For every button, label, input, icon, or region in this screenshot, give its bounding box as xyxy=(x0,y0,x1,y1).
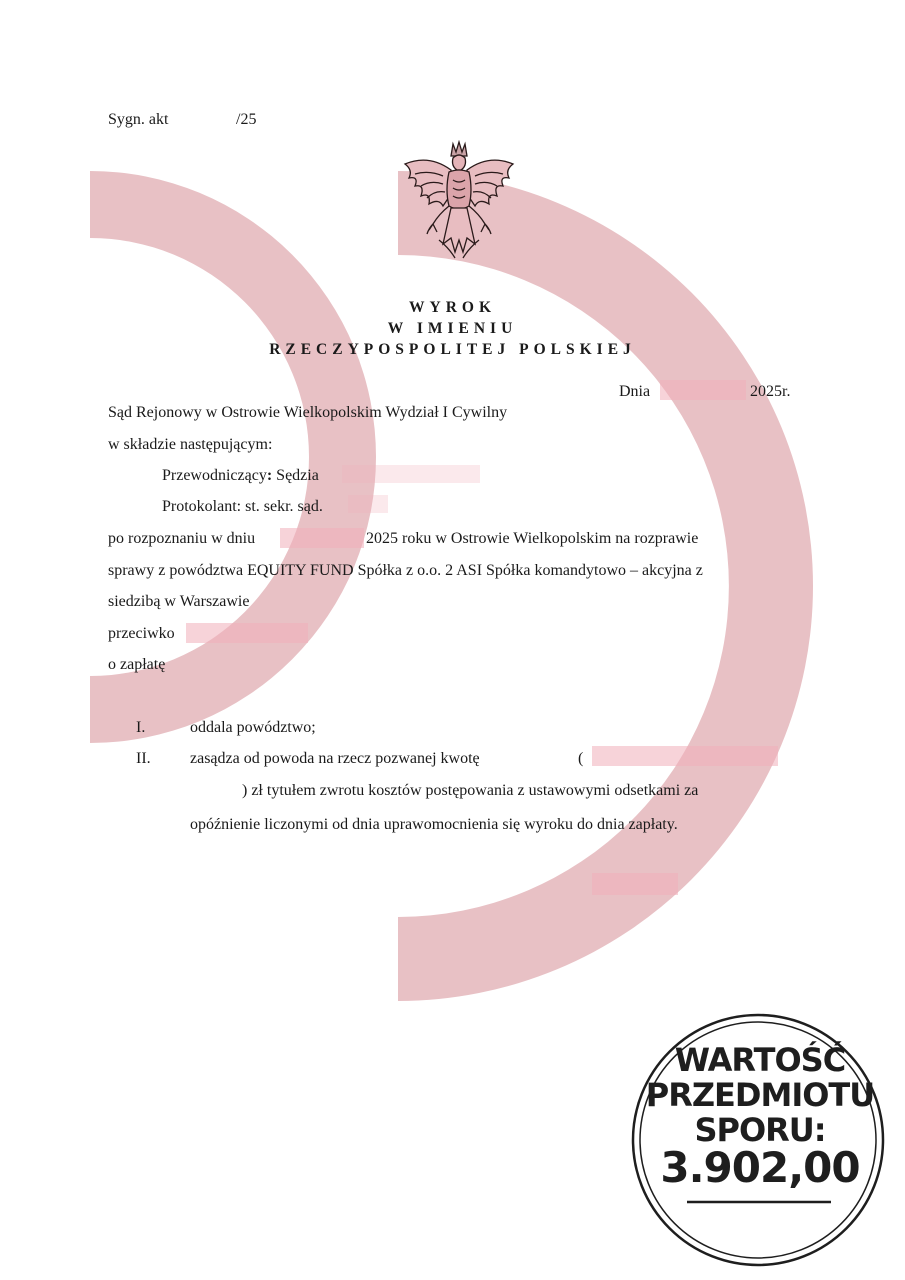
case-signature-suffix: /25 xyxy=(236,111,257,128)
body-line-1b: 2025 roku w Ostrowie Wielkopolskim na rozprawie xyxy=(366,530,699,547)
dispute-value-stamp xyxy=(630,1010,890,1270)
body-line-1a: po rozpoznaniu w dniu xyxy=(108,530,256,547)
subject-label: o zapłatę xyxy=(108,656,166,673)
date-prefix: Dnia xyxy=(619,383,651,400)
ruling-cont-line-1: ) zł tytułem zwrotu kosztów postępowania z ustawowymi odsetkami za xyxy=(242,782,699,799)
against-label: przeciwko xyxy=(108,625,175,642)
body-line-2: sprawy z powództwa EQUITY FUND Spółka z o.o. 2 ASI Spółka komandytowo – akcyjna z xyxy=(108,562,703,579)
body-line-3: siedzibą w Warszawie xyxy=(108,593,250,610)
title-line-3: RZECZYPOSPOLITEJ POLSKIEJ xyxy=(269,341,636,358)
ruling-item-2-number: II. xyxy=(136,750,151,767)
redaction-amount-words xyxy=(592,873,678,895)
chair-title: Sędzia xyxy=(276,467,319,484)
title-line-2: W IMIENIU xyxy=(387,320,518,337)
redaction-clerk xyxy=(348,495,388,513)
chair-line xyxy=(162,466,319,486)
ruling-item-1-number: I. xyxy=(136,719,146,736)
redaction-judge xyxy=(342,465,480,483)
stamp-amount: 3.902,00 xyxy=(660,1143,860,1192)
stamp-line-1: WARTOŚĆ xyxy=(674,1041,846,1079)
ruling-item-2-text: zasądza od powoda na rzecz pozwanej kwotę xyxy=(190,750,480,767)
chair-colon: : xyxy=(266,467,273,484)
ruling-cont-line-2: opóźnienie liczonymi od dnia uprawomocnienia się wyroku do dnia zapłaty. xyxy=(190,816,678,833)
title-line-1: WYROK xyxy=(409,299,496,316)
stamp-line-2: PRZEDMIOTU xyxy=(645,1076,875,1114)
redaction-hearing-date xyxy=(280,528,364,548)
case-signature-label: Sygn. akt xyxy=(108,111,169,128)
ruling-item-2-paren: ( xyxy=(578,750,584,767)
stamp-line-3: SPORU: xyxy=(694,1111,826,1149)
court-name: Sąd Rejonowy w Ostrowie Wielkopolskim Wydział I Cywilny xyxy=(108,404,508,421)
redaction-defendant xyxy=(186,623,308,643)
date-year: 2025r. xyxy=(750,383,791,400)
court-composition: w składzie następującym: xyxy=(108,436,273,453)
ruling-item-1-text: oddala powództwo; xyxy=(190,719,316,736)
chair-label: Przewodniczący xyxy=(162,467,267,484)
polish-eagle-emblem xyxy=(398,140,520,268)
redaction-date xyxy=(660,380,746,400)
redaction-amount xyxy=(592,746,778,766)
clerk-line: Protokolant: st. sekr. sąd. xyxy=(162,498,323,515)
